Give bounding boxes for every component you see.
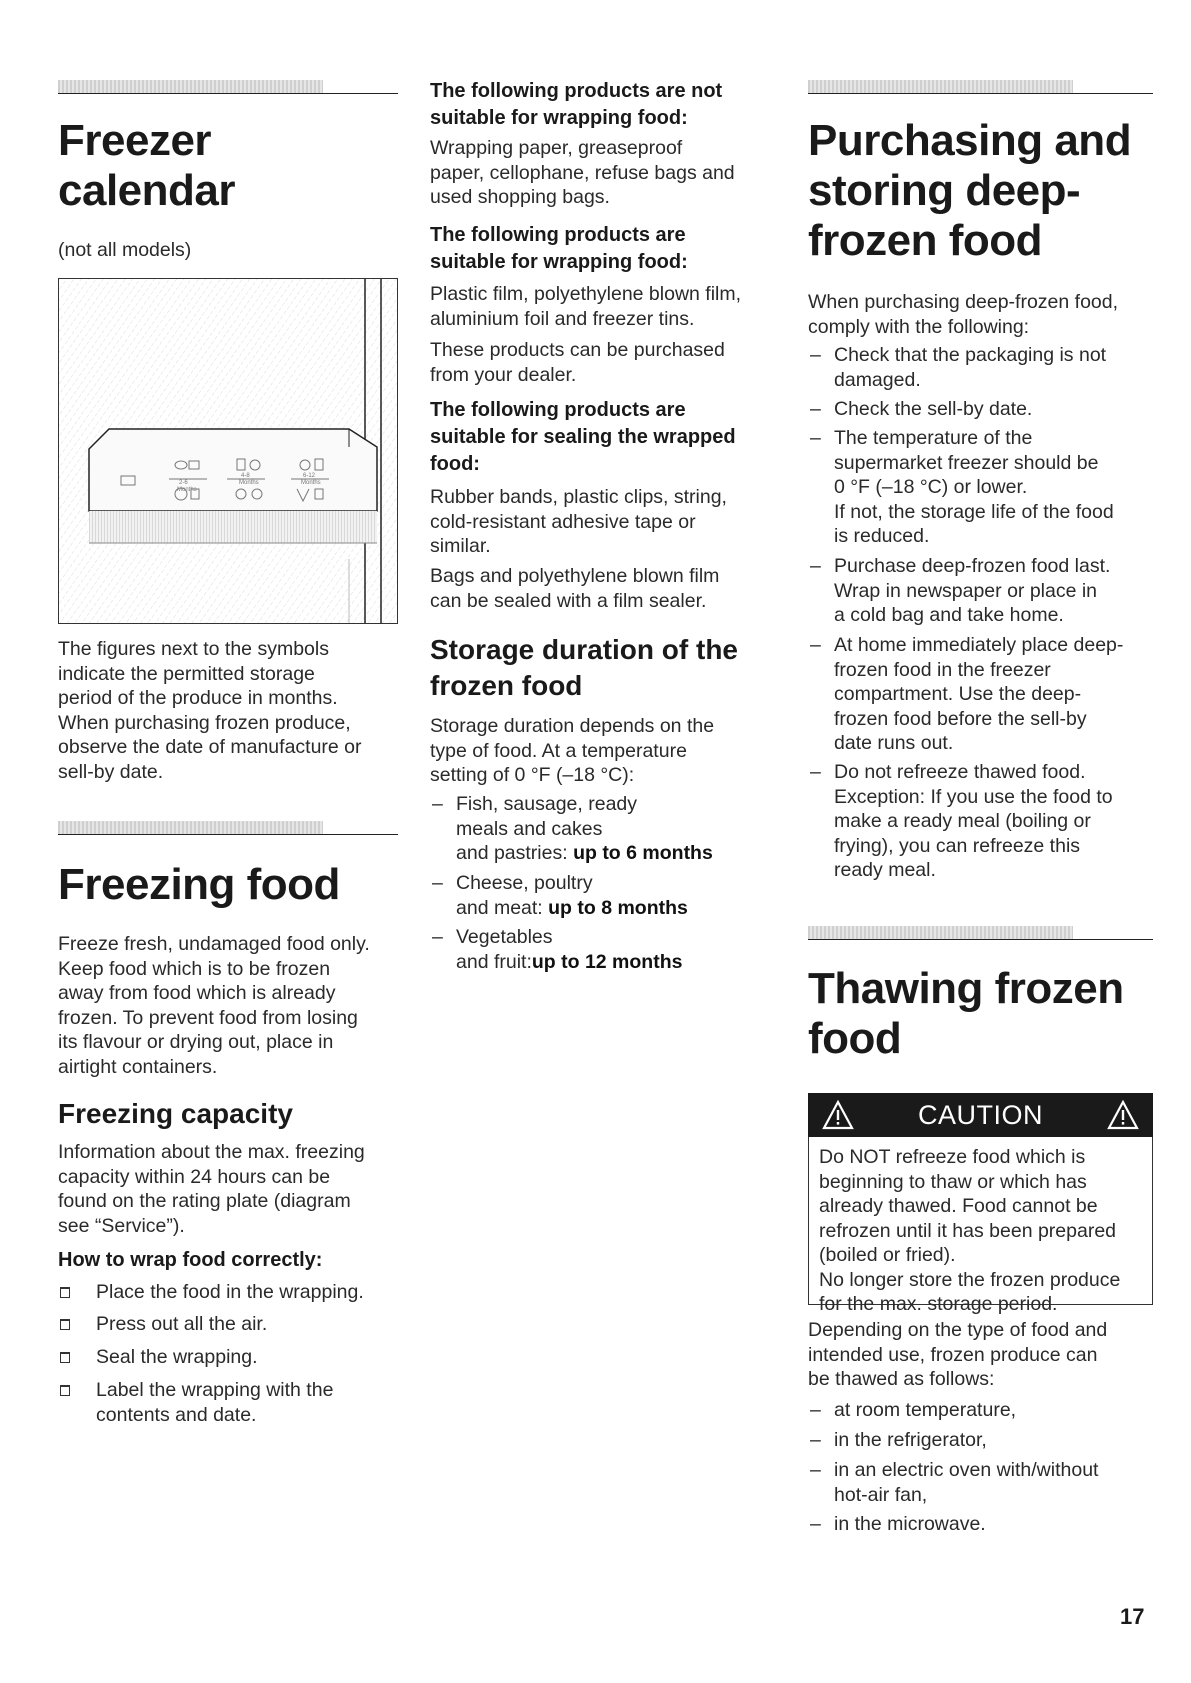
section-rule (58, 821, 398, 835)
storage-duration-intro: Storage duration depends on the type of food. At a temperature setting of 0 °F (–18 °C): (430, 715, 715, 786)
figure-label-months-1: Months (177, 487, 197, 493)
list-item: – in the microwave. (808, 1512, 1153, 1537)
list-item: – at room temperature, (808, 1398, 1153, 1423)
text-line: contents and date. (96, 1403, 257, 1426)
text-line: Do NOT refreeze food which is (819, 1146, 1086, 1168)
sealing-text: Rubber bands, plastic clips, string, cold-resistant adhesive tape or similar. (430, 486, 727, 557)
suitable-heading: The following products are suitable for wrapping food: (430, 224, 688, 273)
text-line: No longer store the frozen produce (819, 1268, 1121, 1291)
not-suitable-text: Wrapping paper, greaseproof paper, cellophane, refuse bags and used shopping bags. (430, 137, 735, 208)
freezer-calendar-figure (58, 278, 398, 624)
suitable-text: Plastic film, polyethylene blown film, aluminium foil and freezer tins. (430, 283, 742, 330)
warning-triangle-icon (1107, 1100, 1139, 1130)
figure-label-4-8: 4-8 (241, 473, 250, 479)
list-item: – At home immediately place deep- frozen food in the freezer compartment. Use the deep- frozen food before the sell-by date runs out. (808, 633, 1153, 756)
text-line: beginning to thaw or which has (819, 1170, 1087, 1193)
text-line: already thawed. Food cannot be (819, 1195, 1098, 1217)
text-line: period of the produce in months. (58, 687, 338, 709)
list-item: – in an electric oven with/without hot-air fan, (808, 1458, 1153, 1507)
list-item: – Purchase deep-frozen food last. Wrap in newspaper or place in a cold bag and take home. (808, 554, 1153, 628)
text-line: frozen. To prevent food from losing (58, 1006, 358, 1029)
figure-label-6-12: 6-12 (303, 473, 316, 479)
figure-label-2-6: 2-6 (179, 480, 188, 486)
text-line: its flavour or drying out, place in (58, 1031, 334, 1053)
figure-label-months-2: Months (239, 480, 259, 486)
storage-period-6-months: up to 6 months (573, 842, 713, 864)
list-item (58, 1345, 398, 1370)
list-item: – Fish, sausage, ready meals and cakes and pastries: up to 6 months (430, 792, 770, 866)
text-line: refrozen until it has been prepared (819, 1219, 1117, 1242)
text-line: Label the wrapping with the (96, 1379, 334, 1401)
caution-label: CAUTION (918, 1100, 1043, 1130)
purchasing-title: Purchasing and storing deep- frozen food (808, 116, 1132, 265)
checkbox-bullet-icon (60, 1319, 70, 1330)
purchase-text: These products can be purchased from your dealer. (430, 339, 725, 386)
text-line: Information about the max. freezing (58, 1141, 365, 1163)
freezing-capacity-title: Freezing capacity (58, 1098, 293, 1129)
checkbox-bullet-icon (60, 1385, 70, 1396)
text-line: indicate the permitted storage (58, 662, 315, 685)
text-line: see “Service”). (58, 1214, 185, 1237)
figure-label-months-3: Months (301, 480, 321, 486)
caution-banner (808, 1093, 1153, 1137)
bags-text: Bags and polyethylene blown film can be sealed with a film sealer. (430, 565, 720, 612)
text-line: The figures next to the symbols (58, 638, 329, 660)
list-item: – Vegetables and fruit:up to 12 months (430, 925, 770, 974)
section-rule (808, 80, 1153, 94)
freezer-drawer-illustration (59, 279, 398, 624)
list-item: – Cheese, poultry and meat: up to 8 months (430, 871, 770, 920)
section-rule (58, 80, 398, 94)
list-item: – The temperature of the supermarket freezer should be 0 °F (–18 °C) or lower. If not, the storage life of the food is reduced. (808, 426, 1153, 549)
text-line: When purchasing frozen produce, (58, 711, 351, 734)
text-line: capacity within 24 hours can be (58, 1165, 331, 1188)
freezing-food-title: Freezing food (58, 860, 340, 909)
text-line: Place the food in the wrapping. (96, 1281, 364, 1303)
caution-box (808, 1137, 1153, 1315)
checkbox-bullet-icon (60, 1287, 70, 1298)
text-line: Keep food which is to be frozen (58, 957, 331, 980)
list-item (58, 1312, 398, 1337)
text-line: Freeze fresh, undamaged food only. (58, 933, 370, 955)
section-rule (808, 926, 1153, 940)
list-item: – in the refrigerator, (808, 1428, 1153, 1453)
list-item: – Do not refreeze thawed food. Exception: If you use the food to make a ready meal (boiling or frying), you can refreeze this ready meal. (808, 760, 1153, 883)
list-item: – Check that the packaging is not damaged. (808, 343, 1153, 392)
wrap-food-heading: How to wrap food correctly: (58, 1249, 323, 1271)
storage-period-8-months: up to 8 months (548, 896, 688, 919)
not-suitable-heading: The following products are not suitable for wrapping food: (430, 80, 723, 129)
text-line: found on the rating plate (diagram (58, 1190, 351, 1212)
text-line: for the max. storage period. (819, 1293, 1058, 1315)
sealing-heading: The following products are suitable for sealing the wrapped food: (430, 399, 736, 475)
storage-period-12-months: up to 12 months (531, 950, 683, 973)
text-line: Press out all the air. (96, 1313, 268, 1335)
text-line: away from food which is already (58, 982, 336, 1004)
list-item (58, 1378, 398, 1427)
purchasing-intro: When purchasing deep-frozen food, comply with the following: (808, 291, 1119, 338)
checkbox-bullet-icon (60, 1352, 70, 1363)
thawing-title: Thawing frozen food (808, 964, 1124, 1063)
text-line: observe the date of manufacture or (58, 736, 362, 758)
storage-duration-title: Storage duration of the frozen food (430, 634, 738, 701)
text-line: Seal the wrapping. (96, 1346, 258, 1368)
text-line: sell-by date. (58, 760, 164, 783)
text-line: airtight containers. (58, 1055, 218, 1078)
thawing-intro: Depending on the type of food and intended use, frozen produce can be thawed as follows: (808, 1319, 1108, 1390)
text-line: (boiled or fried). (819, 1244, 956, 1266)
page-number: 17 (1120, 1604, 1145, 1629)
freezer-calendar-subtitle: (not all models) (58, 239, 192, 261)
list-item (58, 1280, 398, 1305)
freezer-calendar-title: Freezer calendar (58, 116, 235, 215)
list-item: – Check the sell-by date. (808, 397, 1153, 422)
